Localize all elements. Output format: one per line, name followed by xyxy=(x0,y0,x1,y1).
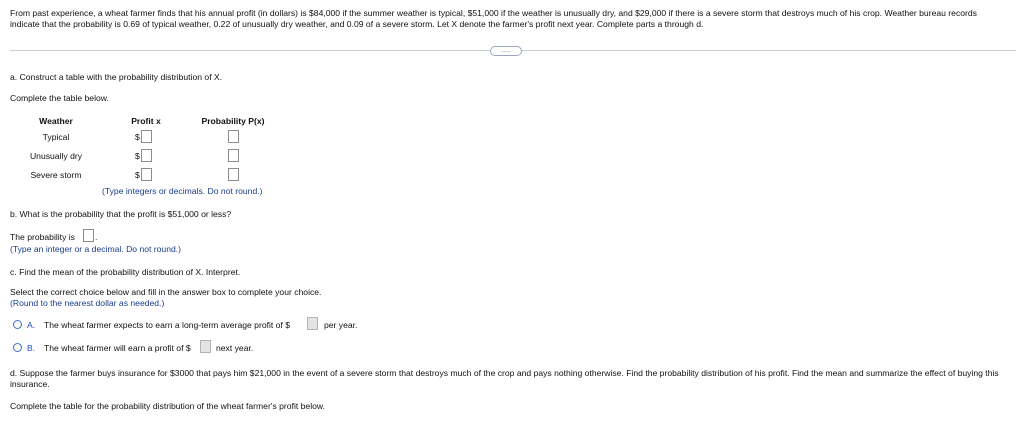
part-b-question: b. What is the probability that the profit is $51,000 or less? xyxy=(10,209,232,219)
problem-statement: From past experience, a wheat farmer finds that his annual profit (in dollars) is $84,000 if the summer weather is typical, $51,000 if the weather is unusually dry, and $29,000 if there is a severe storm that destroys much of his crop. Weather bureau records indicate that the probability is 0.69 of typical weather, 0.22 of unusually dry weather, and 0.09 of a severe storm. Let X denote the farmer's profit next year. Complete parts a through d. xyxy=(10,8,977,29)
show-more-button[interactable]: ..... xyxy=(490,46,522,56)
part-a-title: a. Construct a table with the probability distribution of X. xyxy=(10,72,223,82)
radio-option-a[interactable] xyxy=(13,320,22,329)
currency-symbol: $ xyxy=(135,170,140,180)
currency-symbol: $ xyxy=(135,132,140,142)
profit-input-typical[interactable] xyxy=(141,130,152,143)
weather-cell: Typical xyxy=(42,132,70,142)
weather-cell: Unusually dry xyxy=(29,151,83,161)
option-b-letter: B. xyxy=(27,343,36,353)
probability-input-unusually-dry[interactable] xyxy=(228,149,239,162)
probability-input-typical[interactable] xyxy=(228,130,239,143)
part-c-instruction: Select the correct choice below and fill in the answer box to complete your choice. xyxy=(10,287,322,297)
part-a-hint: (Type integers or decimals. Do not round.) xyxy=(102,186,263,196)
table-header-probability: Probability P(x) xyxy=(201,116,265,126)
option-b-text: The wheat farmer will earn a profit of $ xyxy=(44,343,191,353)
profit-input-unusually-dry[interactable] xyxy=(141,149,152,162)
option-a-suffix: per year. xyxy=(324,320,358,330)
table-header-weather: Weather xyxy=(39,116,73,126)
probability-answer-input[interactable] xyxy=(83,229,94,242)
weather-cell: Severe storm xyxy=(30,170,82,180)
probability-input-severe-storm[interactable] xyxy=(228,168,239,181)
part-b-answer-prefix: The probability is xyxy=(10,232,75,242)
part-b-answer-suffix: . xyxy=(95,232,98,242)
part-d-instruction: Complete the table for the probability distribution of the wheat farmer's profit below. xyxy=(10,401,326,411)
profit-input-severe-storm[interactable] xyxy=(141,168,152,181)
option-a-text: The wheat farmer expects to earn a long-term average profit of $ xyxy=(44,320,291,330)
part-c-title: c. Find the mean of the probability distribution of X. Interpret. xyxy=(10,267,241,277)
radio-option-b[interactable] xyxy=(13,343,22,352)
currency-symbol: $ xyxy=(135,151,140,161)
part-d-text: d. Suppose the farmer buys insurance for $3000 that pays him $21,000 in the event of a severe storm that destroys much of the crop and pays nothing otherwise. Find the probability distribution of his profit. Find the mean and summarize the effect of buying this insurance. xyxy=(10,368,999,389)
option-b-answer-input[interactable] xyxy=(200,340,211,353)
option-a-answer-input[interactable] xyxy=(307,317,318,330)
option-b-suffix: next year. xyxy=(216,343,254,353)
part-a-instruction: Complete the table below. xyxy=(10,93,109,103)
option-a-letter: A. xyxy=(27,320,36,330)
table-header-profit: Profit x xyxy=(131,116,161,126)
part-b-hint: (Type an integer or a decimal. Do not round.) xyxy=(10,244,182,254)
part-c-hint: (Round to the nearest dollar as needed.) xyxy=(10,298,165,308)
